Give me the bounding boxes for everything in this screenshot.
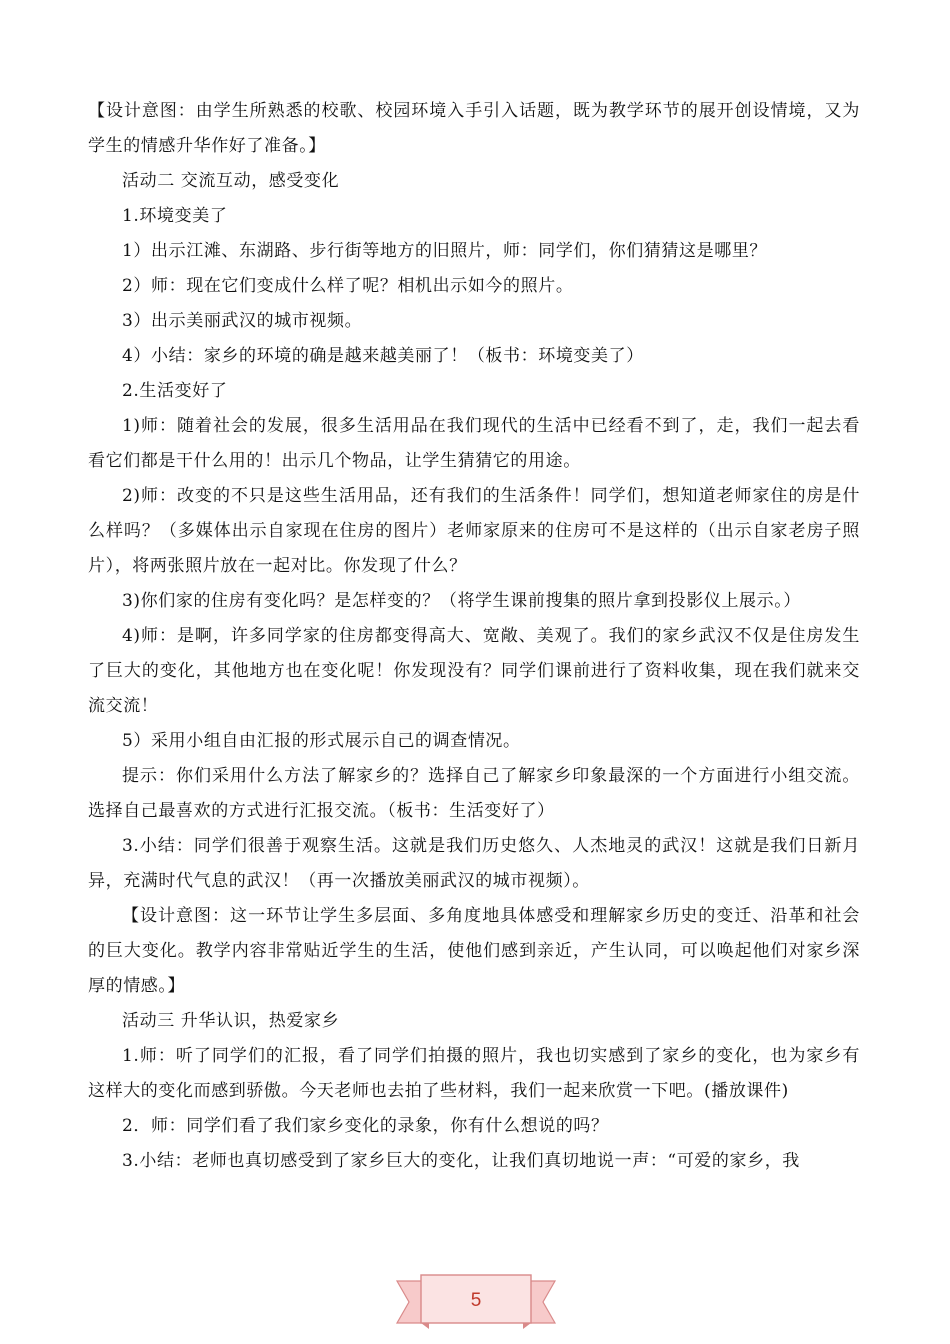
subsection-heading: 2.生活变好了	[122, 381, 228, 401]
paragraph: 3）出示美丽武汉的城市视频。	[122, 311, 363, 331]
paragraph: 4)师：是啊，许多同学家的住房都变得高大、宽敞、美观了。我们的家乡武汉不仅是住房发生了巨大的变化，其他地方也在变化呢！你发现没有？同学们课前进行了资料收集，现在我们就来交流交流！	[88, 626, 860, 716]
page-number-badge	[395, 1273, 557, 1329]
paragraph: 1.师：听了同学们的汇报，看了同学们拍摄的照片，我也切实感到了家乡的变化，也为家乡有这样大的变化而感到骄傲。今天老师也去拍了些材料，我们一起来欣赏一下吧。(播放课件)	[88, 1046, 860, 1101]
paragraph: 2．师：同学们看了我们家乡变化的录象，你有什么想说的吗？	[122, 1116, 609, 1136]
paragraph: 3.小结：老师也真切感受到了家乡巨大的变化，让我们真切地说一声：“可爱的家乡，我	[122, 1151, 800, 1171]
paragraph: 【设计意图：这一环节让学生多层面、多角度地具体感受和理解家乡历史的变迁、沿革和社会的巨大变化。教学内容非常贴近学生的生活，使他们感到亲近，产生认同，可以唤起他们对家乡深厚的情感。】	[88, 906, 860, 996]
paragraph: 3)你们家的住房有变化吗？是怎样变的？（将学生课前搜集的照片拿到投影仪上展示。）	[122, 591, 801, 611]
subsection-heading: 1.环境变美了	[122, 206, 228, 226]
document-body	[88, 94, 860, 1179]
page-number: 5	[470, 1290, 482, 1311]
paragraph: 2）师：现在它们变成什么样了呢？相机出示如今的照片。	[122, 276, 574, 296]
paragraph: 1）出示江滩、东湖路、步行街等地方的旧照片，师：同学们，你们猜猜这是哪里？	[122, 241, 768, 261]
paragraph: 提示：你们采用什么方法了解家乡的？选择自己了解家乡印象最深的一个方面进行小组交流。选择自己最喜欢的方式进行汇报交流。（板书：生活变好了）	[88, 766, 860, 821]
paragraph: 3.小结：同学们很善于观察生活。这就是我们历史悠久、人杰地灵的武汉！这就是我们日新月异，充满时代气息的武汉！（再一次播放美丽武汉的城市视频）。	[88, 836, 860, 891]
paragraph: 1)师：随着社会的发展，很多生活用品在我们现代的生活中已经看不到了，走，我们一起去看看它们都是干什么用的！出示几个物品，让学生猜猜它的用途。	[88, 416, 860, 471]
section-heading: 活动三 升华认识，热爱家乡	[122, 1011, 340, 1031]
paragraph: 2)师：改变的不只是这些生活用品，还有我们的生活条件！同学们，想知道老师家住的房是什么样吗？（多媒体出示自家现在住房的图片）老师家原来的住房可不是这样的（出示自家老房子照片），将两张照片放在一起对比。你发现了什么？	[88, 486, 860, 576]
paragraph: 5）采用小组自由汇报的形式展示自己的调查情况。	[122, 731, 521, 751]
paragraph: 4）小结：家乡的环境的确是越来越美丽了！（板书：环境变美了）	[122, 346, 644, 366]
section-heading: 活动二 交流互动，感受变化	[122, 171, 340, 191]
paragraph: 【设计意图：由学生所熟悉的校歌、校园环境入手引入话题，既为教学环节的展开创设情境，又为学生的情感升华作好了准备。】	[88, 101, 860, 156]
